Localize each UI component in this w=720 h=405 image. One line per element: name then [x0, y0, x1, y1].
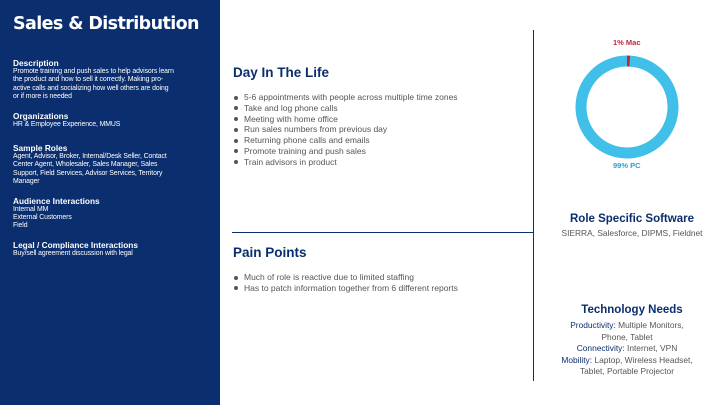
audience-section	[13, 196, 210, 231]
description-line: active calls and socializing how well others are doing	[13, 84, 169, 92]
productivity-line	[540, 320, 714, 332]
description-line: or if more is needed	[13, 93, 72, 101]
sample-roles-line: Agent, Advisor, Broker, Internal/Desk Seller, Contact	[13, 153, 167, 161]
sample-roles-line: Manager	[13, 178, 40, 186]
software-text: SIERRA, Salesforce, DIPMS, Fieldnet	[561, 228, 703, 238]
technology-heading: Technology Needs	[581, 304, 683, 316]
pain-points-list	[233, 272, 458, 294]
productivity-line-2: Phone, Tablet	[601, 331, 653, 342]
technology-list	[540, 320, 714, 378]
mobility-line	[540, 355, 714, 367]
software-list	[545, 228, 719, 240]
productivity-key: Productivity:	[570, 320, 616, 330]
organizations-section	[13, 111, 210, 129]
list-item: Take and log phone calls	[233, 103, 458, 114]
sample-roles-section	[13, 143, 210, 187]
pain-points-heading: Pain Points	[233, 245, 307, 260]
productivity-value: Multiple Monitors,	[615, 320, 684, 330]
list-item: Run sales numbers from previous day	[233, 124, 458, 135]
audience-heading: Audience Interactions	[13, 195, 100, 206]
os-share-donut	[575, 55, 679, 159]
list-item: Train advisors in product	[233, 157, 458, 168]
audience-body	[13, 206, 210, 231]
organizations-heading: Organizations	[13, 110, 69, 121]
horizontal-divider	[232, 232, 534, 233]
connectivity-value: Internet, VPN	[624, 343, 678, 353]
description-line: the product and how to sell it correctly. Making pro-	[13, 76, 164, 84]
day-in-life-list	[233, 92, 458, 168]
organizations-line: HR & Employee Experience, MMUS	[13, 120, 121, 128]
legal-heading: Legal / Compliance Interactions	[13, 239, 138, 250]
mac-share-label: 1% Mac	[613, 38, 641, 47]
list-item: Returning phone calls and emails	[233, 135, 458, 146]
audience-line: Internal MM	[13, 205, 49, 213]
organizations-body	[13, 121, 210, 129]
sample-roles-line: Center Agent, Wholesaler, Sales Manager, Sales	[13, 161, 158, 169]
connectivity-key: Connectivity:	[576, 343, 625, 353]
list-item: Much of role is reactive due to limited staffing	[233, 272, 458, 283]
mobility-value: Laptop, Wireless Headset,	[592, 354, 693, 365]
legal-section	[13, 240, 210, 258]
description-body	[13, 68, 210, 102]
description-heading: Description	[13, 58, 59, 68]
sample-roles-heading: Sample Roles	[13, 143, 68, 154]
vertical-divider	[533, 30, 534, 381]
legal-line: Buy/sell agreement discussion with legal	[13, 249, 133, 257]
description-line: Promote training and push sales to help advisors learn	[13, 68, 174, 75]
software-heading: Role Specific Software	[570, 213, 694, 225]
sample-roles-line: Support, Field Services, Advisor Services, Territory	[13, 169, 163, 177]
list-item: Has to patch information together from 6 different reports	[233, 283, 458, 294]
list-item: 5-6 appointments with people across multiple time zones	[233, 92, 458, 103]
sample-roles-body	[13, 153, 210, 187]
legal-body	[13, 250, 210, 258]
mobility-line-2: Tablet, Portable Projector	[579, 366, 675, 376]
list-item: Promote training and push sales	[233, 146, 458, 157]
audience-line: Field	[13, 222, 28, 230]
sidebar-panel	[0, 0, 220, 405]
audience-line: External Customers	[13, 214, 72, 222]
pc-share-label: 99% PC	[613, 161, 641, 170]
mobility-key: Mobility:	[561, 354, 593, 365]
day-in-life-heading: Day In The Life	[233, 65, 330, 80]
connectivity-line	[540, 343, 714, 355]
description-section	[13, 58, 210, 102]
page-title: Sales & Distribution	[13, 14, 199, 34]
pc-share-arc	[581, 61, 673, 153]
list-item: Meeting with home office	[233, 114, 458, 125]
